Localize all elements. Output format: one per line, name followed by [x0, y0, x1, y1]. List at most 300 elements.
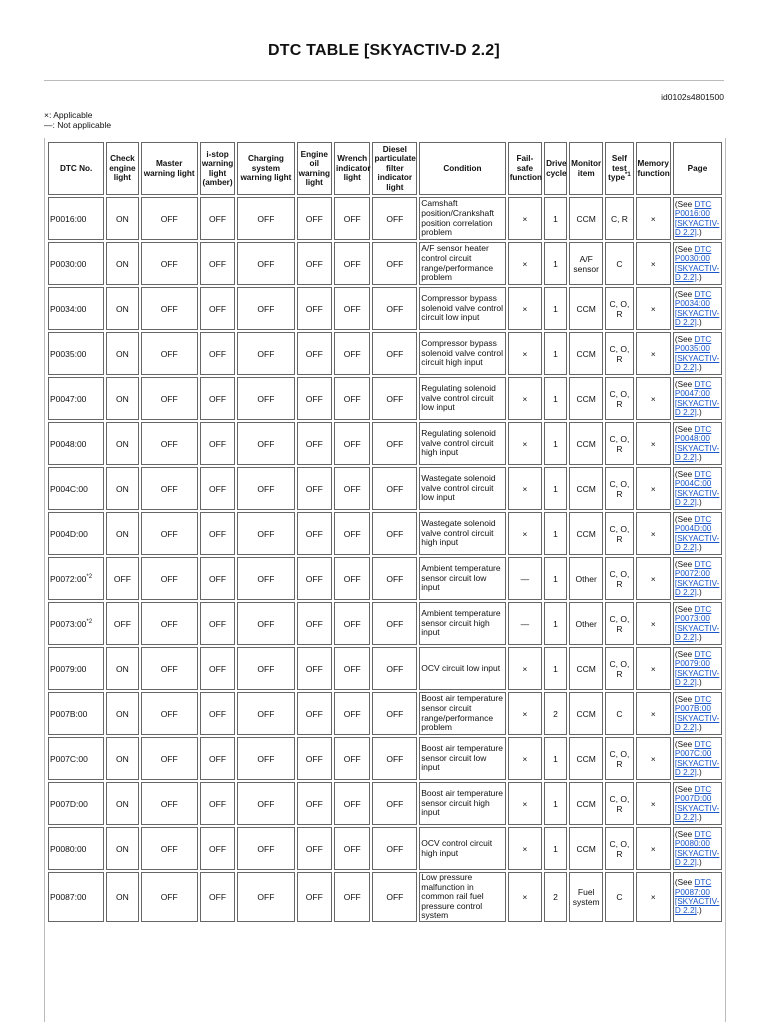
dtc-table-container [44, 138, 726, 1022]
page-ref-cell [673, 512, 722, 555]
dtc-number-cell [48, 827, 104, 870]
master-warning-cell: OFF [141, 467, 198, 510]
dtc-number-cell [48, 332, 104, 375]
istop-cell: OFF [200, 602, 235, 645]
drive-cycle-cell: 1 [544, 737, 567, 780]
check-engine-cell: OFF [106, 557, 138, 600]
page-ref-cell [673, 197, 722, 240]
monitor-cell: Other [569, 557, 603, 600]
check-engine-cell: ON [106, 467, 138, 510]
memory-cell: × [636, 692, 671, 735]
page-ref-suffix: .) [696, 677, 702, 687]
page-ref-suffix: .) [696, 317, 702, 327]
legend-applicable: ×: Applicable [44, 110, 93, 120]
wrench-cell: OFF [334, 332, 370, 375]
table-row [48, 332, 722, 375]
table-row [48, 827, 722, 870]
table-row [48, 557, 722, 600]
condition-cell: Compressor bypass solenoid valve control circuit high input [419, 332, 505, 375]
engine-oil-cell: OFF [297, 287, 332, 330]
istop-cell: OFF [200, 287, 235, 330]
check-engine-cell: ON [106, 377, 138, 420]
dtc-number-cell [48, 647, 104, 690]
charging-cell: OFF [237, 377, 294, 420]
table-row [48, 377, 722, 420]
wrench-cell: OFF [334, 287, 370, 330]
table-row [48, 242, 722, 285]
page-ref-cell [673, 782, 722, 825]
failsafe-cell: × [508, 827, 542, 870]
engine-oil-cell: OFF [297, 377, 332, 420]
page-ref-cell [673, 872, 722, 922]
self-test-cell: C, O, R [605, 827, 633, 870]
dtc-number: P007C:00 [50, 753, 88, 764]
charging-cell: OFF [237, 602, 294, 645]
dpf-cell: OFF [372, 197, 417, 240]
page-ref-prefix: (See [674, 604, 695, 614]
condition-cell: Boost air temperature sensor circuit high input [419, 782, 505, 825]
dtc-number: P007B:00 [50, 708, 88, 719]
failsafe-cell: × [508, 377, 542, 420]
dtc-number-cell [48, 242, 104, 285]
page-ref-prefix: (See [674, 244, 695, 254]
istop-cell: OFF [200, 377, 235, 420]
page-ref-suffix: .) [696, 362, 702, 372]
dpf-cell: OFF [372, 512, 417, 555]
memory-cell: × [636, 557, 671, 600]
page-ref-suffix: .) [696, 812, 702, 822]
charging-cell: OFF [237, 872, 294, 922]
header-istop: i-stop warning light (amber) [200, 142, 235, 195]
table-body [48, 197, 722, 922]
dtc-procedure-link[interactable]: DTC P007B:00 [SKYACTIV-D 2.2] [674, 694, 720, 732]
drive-cycle-cell: 1 [544, 557, 567, 600]
self-test-cell: C, O, R [605, 737, 633, 780]
page-ref-cell [673, 647, 722, 690]
drive-cycle-cell: 1 [544, 602, 567, 645]
dtc-note: *2 [86, 618, 93, 625]
check-engine-cell: ON [106, 422, 138, 465]
dpf-cell: OFF [372, 242, 417, 285]
engine-oil-cell: OFF [297, 512, 332, 555]
page-ref-prefix: (See [674, 784, 695, 794]
self-test-cell: C, O, R [605, 782, 633, 825]
failsafe-cell: × [508, 332, 542, 375]
page-ref-cell [673, 422, 722, 465]
dpf-cell: OFF [372, 377, 417, 420]
memory-cell: × [636, 647, 671, 690]
page-ref-suffix: .) [696, 272, 702, 282]
dtc-procedure-link[interactable]: DTC P004D:00 [SKYACTIV-D 2.2] [674, 514, 720, 552]
engine-oil-cell: OFF [297, 782, 332, 825]
check-engine-cell: ON [106, 512, 138, 555]
istop-cell: OFF [200, 872, 235, 922]
page-ref-prefix: (See [674, 559, 695, 569]
header-memory: Memory function [636, 142, 671, 195]
dtc-procedure-link[interactable]: DTC P0079:00 [SKYACTIV-D 2.2] [674, 649, 720, 687]
istop-cell: OFF [200, 242, 235, 285]
page-ref-cell [673, 467, 722, 510]
header-drive-cycle: Drive cycle [544, 142, 567, 195]
page-ref-prefix: (See [674, 199, 695, 209]
table-row [48, 422, 722, 465]
wrench-cell: OFF [334, 467, 370, 510]
drive-cycle-cell: 1 [544, 332, 567, 375]
dtc-number-cell [48, 557, 104, 600]
master-warning-cell: OFF [141, 782, 198, 825]
condition-cell: Low pressure malfunction in common rail fuel pressure control system [419, 872, 505, 922]
page-ref-cell [673, 242, 722, 285]
istop-cell: OFF [200, 512, 235, 555]
engine-oil-cell: OFF [297, 692, 332, 735]
page-ref-cell [673, 602, 722, 645]
page-ref-suffix: .) [696, 452, 702, 462]
dtc-procedure-link[interactable]: DTC P007D:00 [SKYACTIV-D 2.2] [674, 784, 720, 822]
memory-cell: × [636, 332, 671, 375]
self-test-cell: C, O, R [605, 647, 633, 690]
failsafe-cell: × [508, 512, 542, 555]
charging-cell: OFF [237, 557, 294, 600]
dtc-procedure-link[interactable]: DTC P004C:00 [SKYACTIV-D 2.2] [674, 469, 720, 507]
monitor-cell: CCM [569, 692, 603, 735]
monitor-cell: CCM [569, 377, 603, 420]
wrench-cell: OFF [334, 377, 370, 420]
master-warning-cell: OFF [141, 647, 198, 690]
dtc-procedure-link[interactable]: DTC P0072:00 [SKYACTIV-D 2.2] [674, 559, 720, 597]
page-ref-cell [673, 557, 722, 600]
wrench-cell: OFF [334, 422, 370, 465]
dtc-procedure-link[interactable]: DTC P0080:00 [SKYACTIV-D 2.2] [674, 829, 720, 867]
drive-cycle-cell: 2 [544, 692, 567, 735]
dtc-procedure-link[interactable]: DTC P0030:00 [SKYACTIV-D 2.2] [674, 244, 720, 282]
table-header-row [48, 142, 722, 195]
drive-cycle-cell: 1 [544, 242, 567, 285]
master-warning-cell: OFF [141, 602, 198, 645]
wrench-cell: OFF [334, 692, 370, 735]
memory-cell: × [636, 827, 671, 870]
page-ref-cell [673, 287, 722, 330]
page-ref-suffix: .) [696, 857, 702, 867]
dtc-number: P0073:00 [50, 618, 87, 629]
dpf-cell: OFF [372, 737, 417, 780]
charging-cell: OFF [237, 737, 294, 780]
monitor-cell: CCM [569, 197, 603, 240]
self-test-cell: C, O, R [605, 377, 633, 420]
dtc-number-cell [48, 692, 104, 735]
drive-cycle-cell: 1 [544, 467, 567, 510]
engine-oil-cell: OFF [297, 737, 332, 780]
dtc-procedure-link[interactable]: DTC P0034:00 [SKYACTIV-D 2.2] [674, 289, 720, 327]
dtc-number: P0080:00 [50, 843, 87, 854]
page-ref-prefix: (See [674, 334, 695, 344]
monitor-cell: CCM [569, 647, 603, 690]
charging-cell: OFF [237, 332, 294, 375]
failsafe-cell: × [508, 467, 542, 510]
engine-oil-cell: OFF [297, 647, 332, 690]
dtc-number-cell [48, 197, 104, 240]
monitor-cell: CCM [569, 737, 603, 780]
memory-cell: × [636, 377, 671, 420]
dtc-note: *2 [86, 573, 93, 580]
header-page: Page [673, 142, 722, 195]
istop-cell: OFF [200, 827, 235, 870]
condition-cell: Ambient temperature sensor circuit high input [419, 602, 505, 645]
istop-cell: OFF [200, 737, 235, 780]
drive-cycle-cell: 1 [544, 287, 567, 330]
page-ref-prefix: (See [674, 739, 695, 749]
failsafe-cell: × [508, 197, 542, 240]
dpf-cell: OFF [372, 287, 417, 330]
dtc-number: P0034:00 [50, 303, 87, 314]
legend [44, 110, 111, 130]
istop-cell: OFF [200, 557, 235, 600]
wrench-cell: OFF [334, 647, 370, 690]
condition-cell: OCV circuit low input [419, 647, 505, 690]
memory-cell: × [636, 242, 671, 285]
dtc-number: P007D:00 [50, 798, 88, 809]
drive-cycle-cell: 1 [544, 827, 567, 870]
page-ref-prefix: (See [674, 514, 695, 524]
master-warning-cell: OFF [141, 242, 198, 285]
table-row [48, 692, 722, 735]
memory-cell: × [636, 467, 671, 510]
istop-cell: OFF [200, 692, 235, 735]
master-warning-cell: OFF [141, 422, 198, 465]
check-engine-cell: ON [106, 242, 138, 285]
monitor-cell: CCM [569, 422, 603, 465]
page-ref-prefix: (See [674, 424, 695, 434]
wrench-cell: OFF [334, 197, 370, 240]
charging-cell: OFF [237, 512, 294, 555]
wrench-cell: OFF [334, 512, 370, 555]
engine-oil-cell: OFF [297, 827, 332, 870]
istop-cell: OFF [200, 332, 235, 375]
engine-oil-cell: OFF [297, 332, 332, 375]
engine-oil-cell: OFF [297, 467, 332, 510]
drive-cycle-cell: 1 [544, 782, 567, 825]
istop-cell: OFF [200, 647, 235, 690]
page-ref-suffix: .) [696, 407, 702, 417]
document-id: id0102s4801500 [661, 92, 724, 102]
istop-cell: OFF [200, 467, 235, 510]
page-ref-cell [673, 377, 722, 420]
charging-cell: OFF [237, 467, 294, 510]
check-engine-cell: ON [106, 872, 138, 922]
charging-cell: OFF [237, 242, 294, 285]
dtc-number: P004C:00 [50, 483, 88, 494]
self-test-cell: C, O, R [605, 287, 633, 330]
dtc-procedure-link[interactable]: DTC P0048:00 [SKYACTIV-D 2.2] [674, 424, 720, 462]
dpf-cell: OFF [372, 467, 417, 510]
header-check-engine: Check engine light [106, 142, 138, 195]
dtc-procedure-link[interactable]: DTC P0016:00 [SKYACTIV-D 2.2] [674, 199, 720, 237]
check-engine-cell: ON [106, 287, 138, 330]
check-engine-cell: ON [106, 332, 138, 375]
monitor-cell: CCM [569, 467, 603, 510]
drive-cycle-cell: 1 [544, 422, 567, 465]
master-warning-cell: OFF [141, 692, 198, 735]
header-dpf: Diesel particulate filter indicator light [372, 142, 417, 195]
wrench-cell: OFF [334, 782, 370, 825]
condition-cell: Wastegate solenoid valve control circuit low input [419, 467, 505, 510]
page-ref-prefix: (See [674, 694, 695, 704]
dpf-cell: OFF [372, 647, 417, 690]
check-engine-cell: ON [106, 692, 138, 735]
memory-cell: × [636, 782, 671, 825]
monitor-cell: CCM [569, 782, 603, 825]
self-test-cell: C [605, 872, 633, 922]
failsafe-cell: × [508, 872, 542, 922]
condition-cell: OCV control circuit high input [419, 827, 505, 870]
failsafe-cell: × [508, 692, 542, 735]
page-ref-cell [673, 692, 722, 735]
condition-cell: Regulating solenoid valve control circuit high input [419, 422, 505, 465]
table-row [48, 197, 722, 240]
self-test-cell: C [605, 242, 633, 285]
table-row [48, 647, 722, 690]
dpf-cell: OFF [372, 692, 417, 735]
page-ref-prefix: (See [674, 379, 695, 389]
page-ref-suffix: .) [696, 542, 702, 552]
page-ref-suffix: .) [696, 632, 702, 642]
failsafe-cell: × [508, 287, 542, 330]
master-warning-cell: OFF [141, 377, 198, 420]
page-title: DTC TABLE [SKYACTIV-D 2.2] [268, 42, 500, 59]
check-engine-cell: OFF [106, 602, 138, 645]
drive-cycle-cell: 1 [544, 377, 567, 420]
dtc-number: P0087:00 [50, 891, 87, 902]
master-warning-cell: OFF [141, 512, 198, 555]
self-test-cell: C, O, R [605, 467, 633, 510]
failsafe-cell: — [508, 602, 542, 645]
page-ref-suffix: .) [696, 227, 702, 237]
charging-cell: OFF [237, 782, 294, 825]
dpf-cell: OFF [372, 422, 417, 465]
wrench-cell: OFF [334, 557, 370, 600]
header-charging: Charging system warning light [237, 142, 294, 195]
drive-cycle-cell: 1 [544, 197, 567, 240]
master-warning-cell: OFF [141, 737, 198, 780]
memory-cell: × [636, 197, 671, 240]
monitor-cell: Fuel system [569, 872, 603, 922]
dtc-procedure-link[interactable]: DTC P0073:00 [SKYACTIV-D 2.2] [674, 604, 720, 642]
master-warning-cell: OFF [141, 827, 198, 870]
memory-cell: × [636, 287, 671, 330]
dtc-number-cell [48, 467, 104, 510]
header-self-test-label: Self test type [608, 154, 627, 183]
condition-cell: A/F sensor heater control circuit range/performance problem [419, 242, 505, 285]
legend-not-applicable: —: Not applicable [44, 120, 112, 130]
page-ref-suffix: .) [696, 497, 702, 507]
page-ref-suffix: .) [696, 722, 702, 732]
dtc-number-cell [48, 782, 104, 825]
engine-oil-cell: OFF [297, 557, 332, 600]
header-dtc-no: DTC No. [48, 142, 104, 195]
drive-cycle-cell: 2 [544, 872, 567, 922]
charging-cell: OFF [237, 692, 294, 735]
master-warning-cell: OFF [141, 197, 198, 240]
table-row [48, 467, 722, 510]
page-ref-prefix: (See [674, 469, 695, 479]
drive-cycle-cell: 1 [544, 512, 567, 555]
engine-oil-cell: OFF [297, 872, 332, 922]
header-failsafe: Fail-safe function [508, 142, 542, 195]
dtc-procedure-link[interactable]: DTC P0047:00 [SKYACTIV-D 2.2] [674, 379, 720, 417]
master-warning-cell: OFF [141, 287, 198, 330]
page-ref-prefix: (See [674, 289, 695, 299]
condition-cell: Compressor bypass solenoid valve control circuit low input [419, 287, 505, 330]
failsafe-cell: × [508, 422, 542, 465]
condition-cell: Boost air temperature sensor circuit low input [419, 737, 505, 780]
memory-cell: × [636, 737, 671, 780]
dtc-number-cell [48, 512, 104, 555]
header-self-test [605, 142, 633, 195]
header-monitor: Monitor item [569, 142, 603, 195]
dpf-cell: OFF [372, 557, 417, 600]
check-engine-cell: ON [106, 827, 138, 870]
self-test-cell: C, O, R [605, 332, 633, 375]
title-divider [44, 80, 724, 81]
condition-cell: Camshaft position/Crankshaft position correlation problem [419, 197, 505, 240]
page-ref-suffix: .) [696, 767, 702, 777]
dpf-cell: OFF [372, 872, 417, 922]
istop-cell: OFF [200, 782, 235, 825]
dtc-procedure-link[interactable]: DTC P007C:00 [SKYACTIV-D 2.2] [674, 739, 720, 777]
dtc-number-cell [48, 872, 104, 922]
table-row [48, 287, 722, 330]
engine-oil-cell: OFF [297, 197, 332, 240]
dtc-number: P0072:00 [50, 573, 87, 584]
charging-cell: OFF [237, 647, 294, 690]
table-row [48, 602, 722, 645]
master-warning-cell: OFF [141, 332, 198, 375]
drive-cycle-cell: 1 [544, 647, 567, 690]
engine-oil-cell: OFF [297, 602, 332, 645]
master-warning-cell: OFF [141, 557, 198, 600]
condition-cell: Wastegate solenoid valve control circuit high input [419, 512, 505, 555]
table-row [48, 872, 722, 922]
dtc-procedure-link[interactable]: DTC P0087:00 [SKYACTIV-D 2.2] [674, 878, 720, 916]
dtc-procedure-link[interactable]: DTC P0035:00 [SKYACTIV-D 2.2] [674, 334, 720, 372]
header-engine-oil: Engine oil warning light [297, 142, 332, 195]
failsafe-cell: × [508, 242, 542, 285]
dtc-number: P0048:00 [50, 438, 87, 449]
failsafe-cell: × [508, 647, 542, 690]
condition-cell: Regulating solenoid valve control circuit low input [419, 377, 505, 420]
dtc-table [46, 140, 724, 924]
wrench-cell: OFF [334, 242, 370, 285]
istop-cell: OFF [200, 197, 235, 240]
dtc-number: P0079:00 [50, 663, 87, 674]
self-test-cell: C [605, 692, 633, 735]
dtc-number: P0030:00 [50, 258, 87, 269]
dtc-number-cell [48, 737, 104, 780]
self-test-cell: C, O, R [605, 512, 633, 555]
check-engine-cell: ON [106, 197, 138, 240]
dtc-number: P0016:00 [50, 213, 87, 224]
memory-cell: × [636, 512, 671, 555]
page-ref-prefix: (See [674, 829, 695, 839]
charging-cell: OFF [237, 827, 294, 870]
monitor-cell: CCM [569, 512, 603, 555]
dtc-number: P004D:00 [50, 528, 88, 539]
check-engine-cell: ON [106, 647, 138, 690]
self-test-cell: C, R [605, 197, 633, 240]
condition-cell: Boost air temperature sensor circuit range/performance problem [419, 692, 505, 735]
dtc-number: P0047:00 [50, 393, 87, 404]
header-wrench: Wrench indicator light [334, 142, 370, 195]
self-test-cell: C, O, R [605, 602, 633, 645]
